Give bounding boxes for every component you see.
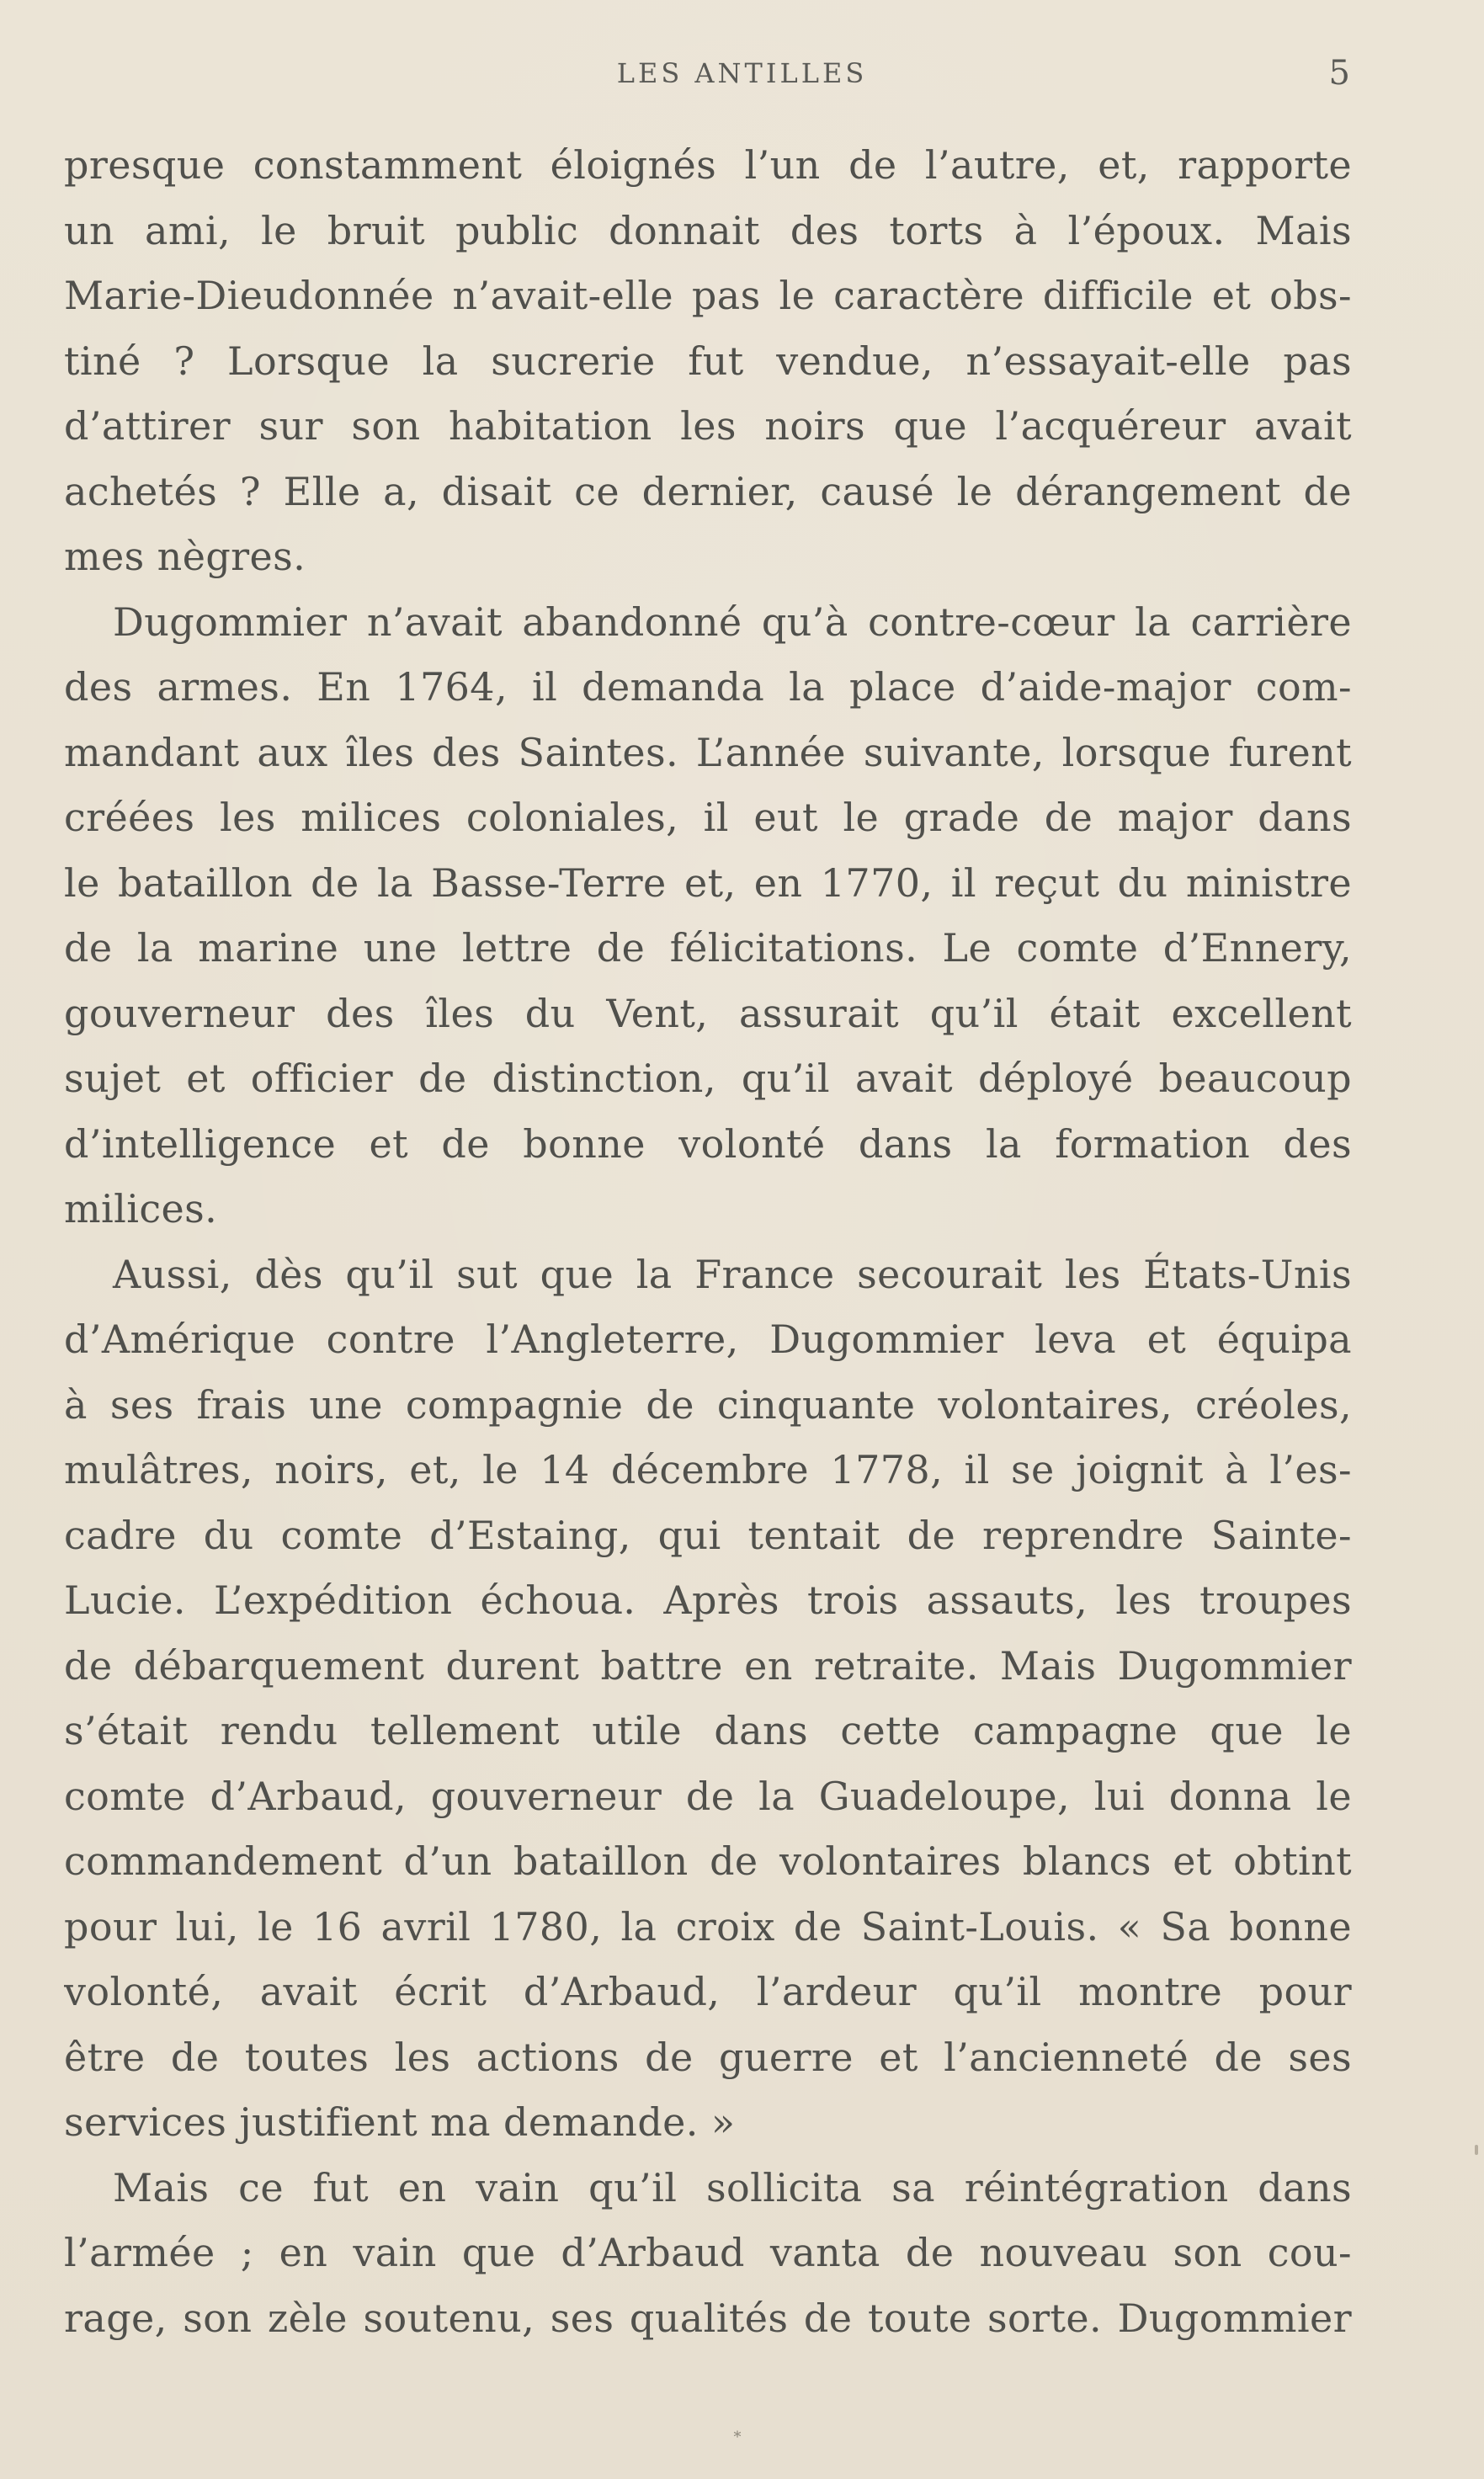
text-line: d’intelligence et de bonne volonté dans la formation des [64,1120,1352,1167]
text-line: comte d’Arbaud, gouverneur de la Guadeloupe, lui donna le [64,1773,1352,1819]
running-head [0,52,1484,94]
running-title: LES ANTILLES [616,57,868,89]
body-text [64,133,1352,2351]
text-line: commandement d’un bataillon de volontaires blancs et obtint [64,1838,1352,1884]
text-line: d’Amérique contre l’Angleterre, Dugommier leva et équipa [64,1317,1352,1362]
text-line: Dugommier n’avait abandonné qu’à contre-cœur la carrière [113,598,1352,645]
text-line: achetés ? Elle a, disait ce dernier, causé le dérangement de [64,468,1352,514]
text-line: le bataillon de la Basse-Terre et, en 1770, il reçut du ministre [64,859,1352,906]
text-line: milices. [64,1186,218,1232]
text-line: rage, son zèle soutenu, ses qualités de toute sorte. Dugommier [64,2295,1352,2341]
text-line: Aussi, dès qu’il sut que la France secourait les États-Unis [113,1251,1352,1297]
text-line: l’armée ; en vain que d’Arbaud vanta de nouveau son cou- [64,2230,1352,2275]
text-line: s’était rendu tellement utile dans cette campagne que le [64,1708,1352,1753]
text-line: volonté, avait écrit d’Arbaud, l’ardeur qu’il montre pour [64,1969,1352,2014]
page-number: 5 [1328,54,1350,93]
paper-speck [1475,2145,1478,2155]
text-line: mandant aux îles des Saintes. L’année suivante, lorsque furent [64,729,1352,775]
text-line: être de toutes les actions de guerre et l’ancienneté de ses [64,2034,1352,2080]
text-line: des armes. En 1764, il demanda la place d’aide-major com- [64,664,1352,710]
text-line: cadre du comte d’Estaing, qui tentait de reprendre Sainte- [64,1512,1352,1558]
text-line: pour lui, le 16 avril 1780, la croix de Saint-Louis. « Sa bonne [64,1903,1352,1950]
text-line: presque constamment éloignés l’un de l’autre, et, rapporte [64,142,1352,188]
text-line: Mais ce fut en vain qu’il sollicita sa réintégration dans [113,2164,1352,2210]
text-line: de la marine une lettre de félicitations. Le comte d’Ennery, [64,925,1352,971]
text-line: à ses frais une compagnie de cinquante volontaires, créoles, [64,1381,1352,1428]
text-line: d’attirer sur son habitation les noirs que l’acquéreur avait [64,403,1352,449]
text-line: de débarquement durent battre en retraite. Mais Dugommier [64,1642,1352,1689]
text-line: mes nègres. [64,534,306,579]
text-line: un ami, le bruit public donnait des torts à l’époux. Mais [64,207,1352,253]
text-line: sujet et officier de distinction, qu’il avait déployé beaucoup [64,1056,1352,1101]
text-line: Marie-Dieudonnée n’avait-elle pas le caractère difficile et obs- [64,273,1352,318]
text-line: créées les milices coloniales, il eut le grade de major dans [64,795,1352,840]
text-line: services justifient ma demande. » [64,2099,736,2145]
text-line: gouverneur des îles du Vent, assurait qu’il était excellent [64,990,1352,1036]
text-line: tiné ? Lorsque la sucrerie fut vendue, n’essayait-elle pas [64,338,1352,384]
text-line: mulâtres, noirs, et, le 14 décembre 1778, il se joignit à l’es- [64,1447,1352,1492]
signature-mark: * [733,2428,742,2446]
text-line: Lucie. L’expédition échoua. Après trois assauts, les troupes [64,1577,1352,1623]
